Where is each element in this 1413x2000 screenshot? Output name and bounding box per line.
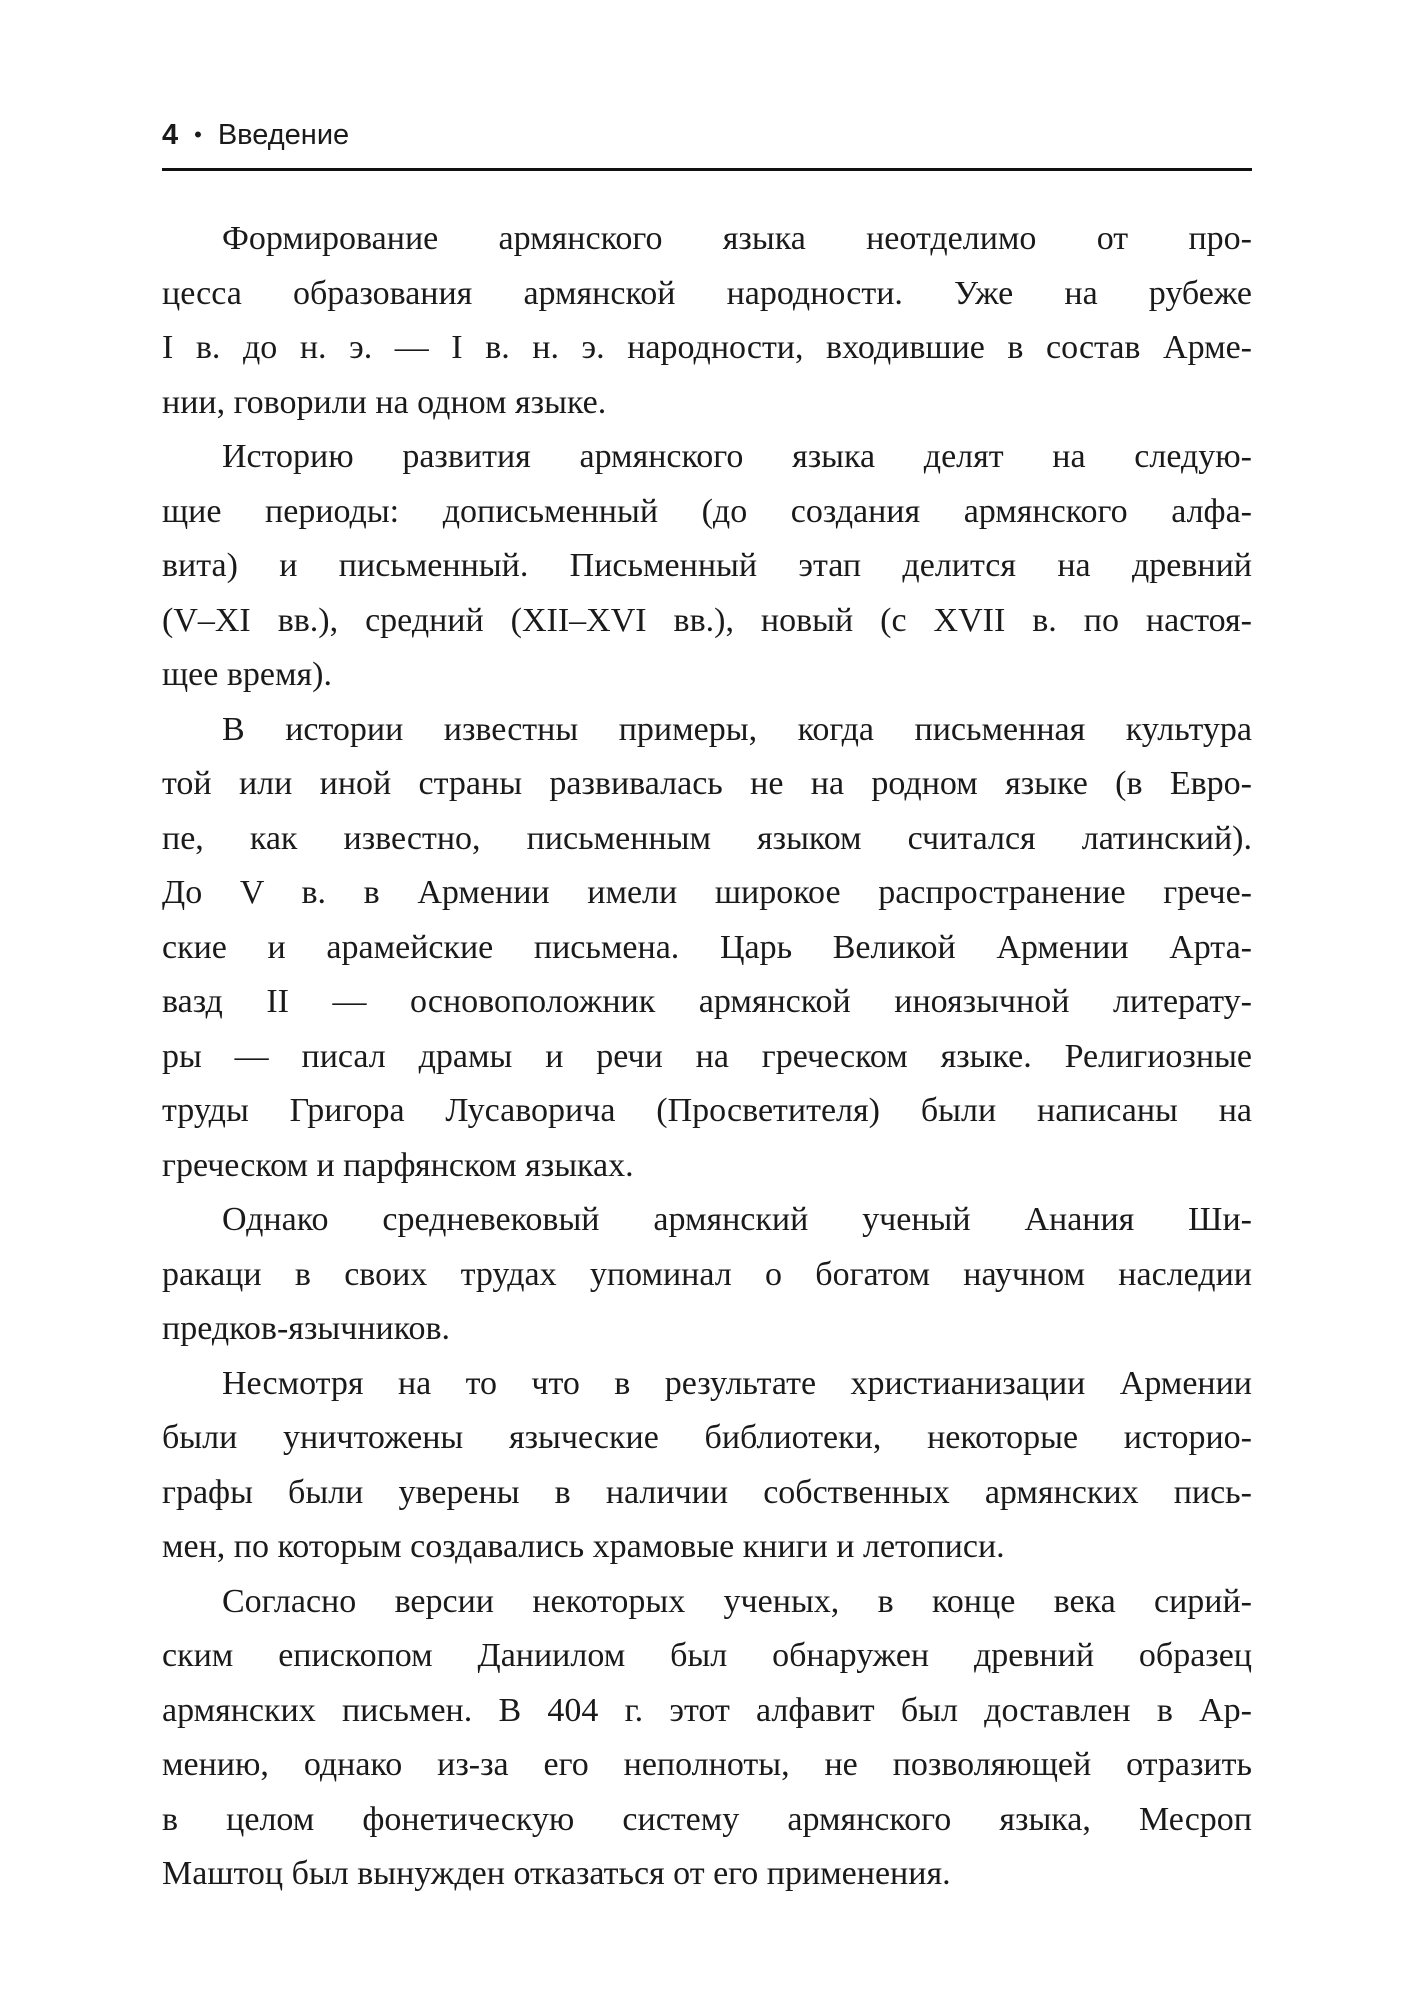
page-number: 4 [162, 118, 179, 151]
body-text [162, 212, 1252, 1902]
text-line: щее время). [162, 656, 332, 693]
paragraph [162, 1575, 1252, 1902]
text-line: Однако средневековый армянский ученый Анания Ши- [222, 1201, 1252, 1238]
text-line: нии, говорили на одном языке. [162, 383, 607, 421]
text-line: (V–XI вв.), средний (XII–XVI вв.), новый (с XVII в. по настоя- [162, 601, 1252, 639]
text-line: ским епископом Даниилом был обнаружен древний образец [162, 1637, 1252, 1674]
text-line: щие периоды: дописьменный (до создания армянского алфа- [162, 492, 1252, 530]
text-line: Несмотря на то что в результате христианизации Армении [222, 1364, 1252, 1402]
text-line: В истории известны примеры, когда письменная культура [222, 710, 1252, 748]
text-line: Историю развития армянского языка делят на следую- [222, 438, 1252, 475]
text-line: графы были уверены в наличии собственных армянских пись- [162, 1473, 1252, 1511]
text-line: труды Григора Лусаворича (Просветителя) были написаны на [162, 1092, 1252, 1129]
text-line: вита) и письменный. Письменный этап делится на древний [162, 547, 1252, 584]
text-line: греческом и парфянском языках. [162, 1146, 634, 1184]
header-bullet: • [194, 122, 202, 147]
header-rule [162, 168, 1252, 171]
text-line: армянских письмен. В 404 г. этот алфавит был доставлен в Ар- [162, 1691, 1252, 1729]
text-line: ские и арамейские письмена. Царь Великой Армении Арта- [162, 928, 1252, 966]
text-line: той или иной страны развивалась не на родном языке (в Евро- [162, 765, 1252, 802]
text-line: мен, по которым создавались храмовые книги и летописи. [162, 1528, 1005, 1565]
text-line: Формирование армянского языка неотделимо от про- [222, 220, 1252, 257]
paragraph [162, 1357, 1252, 1575]
text-line: I в. до н. э. — I в. н. э. народности, входившие в состав Арме- [162, 329, 1252, 366]
text-line: были уничтожены языческие библиотеки, некоторые историо- [162, 1419, 1252, 1456]
paragraph [162, 430, 1252, 703]
text-line: ракаци в своих трудах упоминал о богатом научном наследии [162, 1255, 1252, 1293]
text-line: в целом фонетическую систему армянского языка, Месроп [162, 1800, 1252, 1838]
paragraph [162, 212, 1252, 430]
text-line: До V в. в Армении имели широкое распространение грече- [162, 874, 1252, 911]
text-line: пе, как известно, письменным языком считался латинский). [162, 819, 1252, 857]
text-line: ры — писал драмы и речи на греческом языке. Религиозные [162, 1037, 1252, 1075]
text-line: цесса образования армянской народности. Уже на рубеже [162, 274, 1252, 312]
text-line: вазд II — основоположник армянской иноязычной литерату- [162, 983, 1252, 1020]
text-line: Согласно версии некоторых ученых, в конце века сирий- [222, 1582, 1252, 1620]
text-line: Маштоц был вынужден отказаться от его применения. [162, 1855, 951, 1892]
text-line: предков-язычников. [162, 1310, 451, 1347]
running-head [162, 110, 349, 160]
section-title: Введение [217, 118, 350, 151]
paragraph [162, 1193, 1252, 1357]
text-line: мению, однако из-за его неполноты, не позволяющей отразить [162, 1746, 1252, 1783]
paragraph [162, 703, 1252, 1194]
